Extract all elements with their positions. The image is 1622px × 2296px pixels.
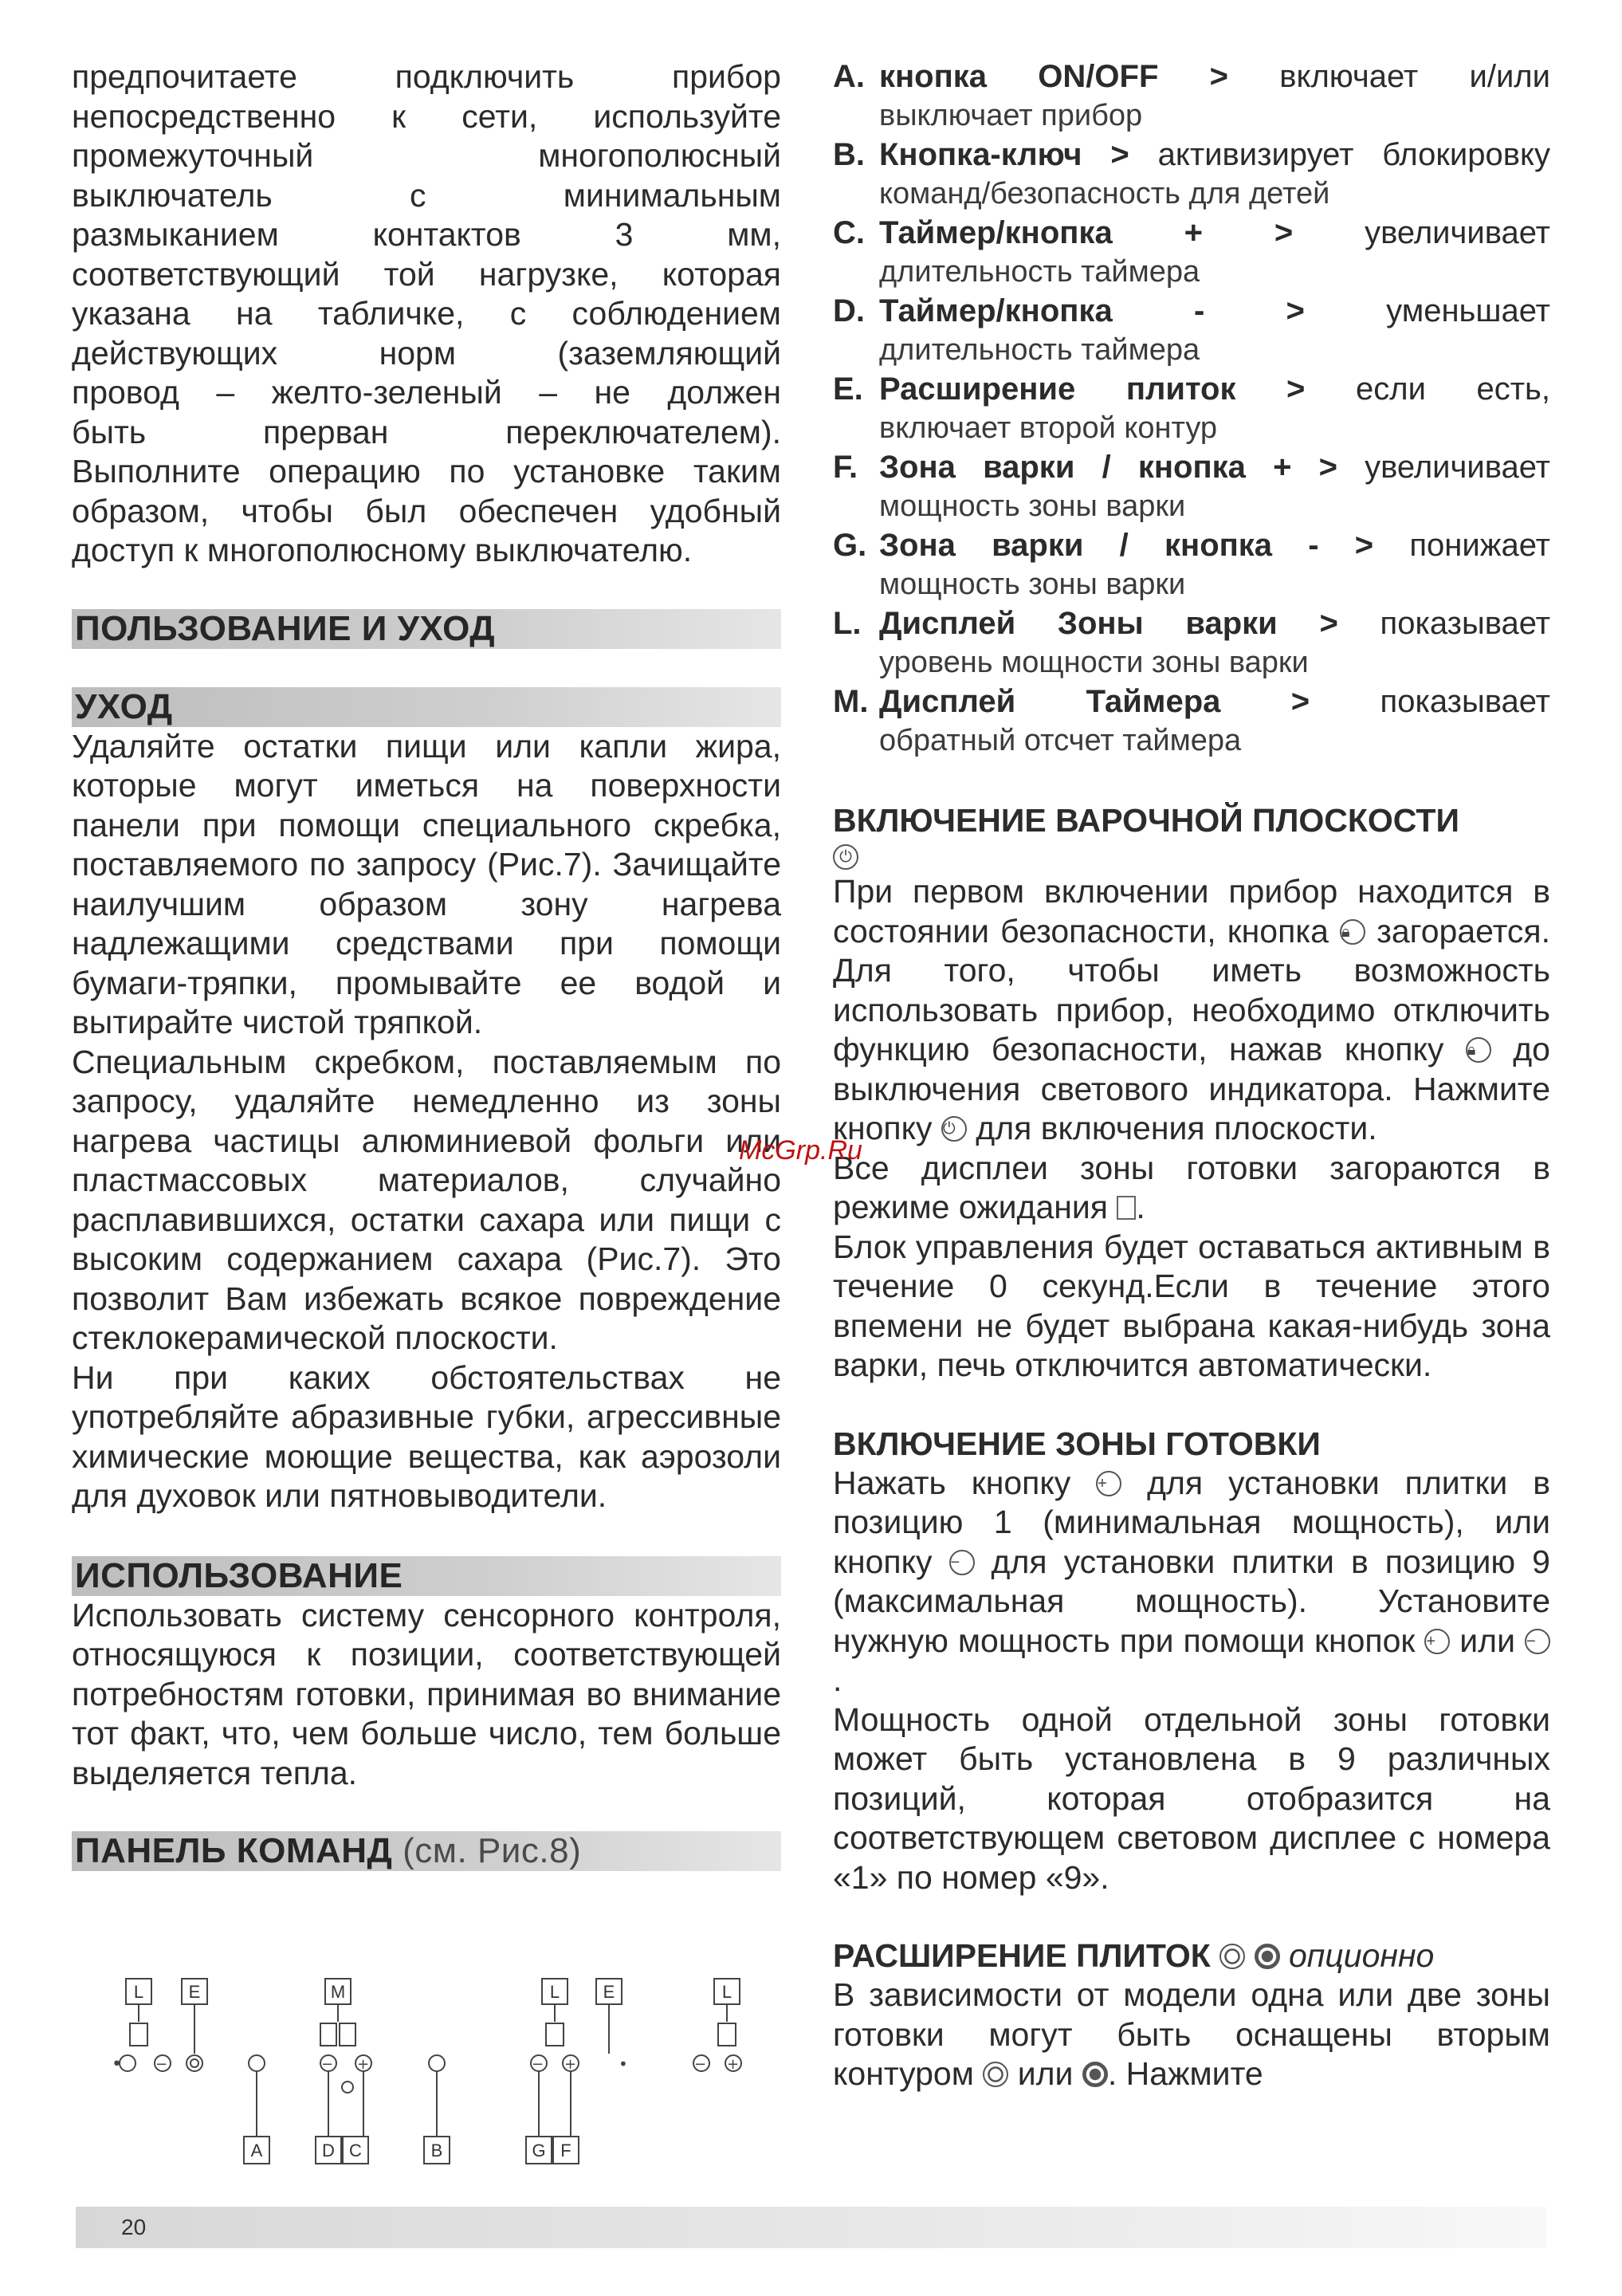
filled-ring-icon [1255, 1944, 1280, 1969]
switch-timeout-paragraph: Блок управления будет оставаться активным в течение 0 секунд.Если в течение этого впемени не будет выбрана какая-нибудь зона варки, печь отключится автоматически. [833, 1228, 1550, 1383]
control-desc: команд/безопасность для детей [879, 177, 1330, 210]
control-item [833, 682, 1550, 761]
controls-list [833, 57, 1550, 761]
intro-line: быть прерван переключателем). [72, 413, 781, 450]
page-footer-bar [76, 2207, 1546, 2248]
control-action: показывает [1380, 684, 1550, 719]
intro-tail: Выполните операцию по установке таким образом, чтобы был обеспечен удобный доступ к многополюсному выключателю. [72, 453, 781, 568]
section-heading-switch-on: ВКЛЮЧЕНИЕ ВАРОЧНОЙ ПЛОСКОСТИ [833, 802, 1459, 839]
control-key: F. [833, 450, 858, 485]
plus-icon: + [1096, 1471, 1121, 1496]
diagram-label: F [560, 2141, 571, 2160]
double-ring-icon [983, 2062, 1008, 2087]
intro-block [72, 57, 781, 452]
control-key: C. [833, 215, 865, 250]
plus-icon: + [1424, 1629, 1450, 1654]
lock-icon: 🔒︎ [1466, 1037, 1491, 1063]
intro-line: соответствующий той нагрузке, которая [72, 255, 781, 293]
control-action: показывает [1380, 606, 1550, 641]
control-key: E. [833, 372, 863, 407]
power-icon: ⏻ [833, 844, 858, 870]
control-item [833, 214, 1550, 292]
control-desc: мощность зоны варки [879, 568, 1186, 601]
control-name: Дисплей Зоны варки > [879, 606, 1338, 641]
section-heading-extension: РАСШИРЕНИЕ ПЛИТОК опционно [833, 1937, 1435, 1974]
control-desc: длительность таймера [879, 255, 1200, 289]
diagram-label: G [532, 2141, 546, 2160]
svg-text:−: − [155, 2056, 168, 2073]
svg-text:•: • [619, 2054, 628, 2074]
svg-text:+: + [564, 2056, 577, 2073]
section-heading-panel [72, 1831, 781, 1871]
control-action: увеличивает [1365, 215, 1550, 250]
control-key: G. [833, 528, 867, 563]
care-paragraph: Ни при каких обстоятельствах не употребляйте абразивные губки, агрессивные химические моющие вещества, как аэрозоли для духовок или пятновыводители. [72, 1358, 781, 1514]
control-name: Таймер/кнопка - > [879, 293, 1305, 328]
control-name: кнопка ON/OFF > [879, 59, 1228, 94]
filled-ring-icon [1082, 2062, 1108, 2087]
intro-line: промежуточный многополюсный [72, 137, 781, 174]
care-paragraph: Специальным скребком, поставляемым по запросу, удаляйте немедленно из зоны нагрева частицы алюминиевой фольги или пластмассовых материалов, случайно расплавившихся, остатки сахара или пищи с высоким содержанием сахара (Рис.7). Это позволит Вам избежать всякое повреждение стеклокерамической плоскости. [72, 1043, 781, 1356]
diagram-label: L [549, 1982, 560, 2002]
intro-line: предпочитаете подключить прибор [72, 58, 781, 95]
intro-line: выключатель с минимальным [72, 176, 781, 214]
control-key: D. [833, 293, 865, 328]
control-name: Зона варки / кнопка + > [879, 450, 1337, 485]
diagram-label: M [330, 1982, 346, 2002]
zone-power-paragraph: Мощность одной отдельной зоны готовки может быть установлена в 9 различных позиций, которая отобразится на соответствующем световом дисплее с номера «1» по номер «9». [833, 1700, 1550, 1896]
control-desc: обратный отсчет таймера [879, 724, 1242, 757]
right-column [833, 57, 1550, 2094]
control-action: включает и/или [1279, 59, 1550, 94]
control-item [833, 448, 1550, 526]
control-name: Зона варки / кнопка - > [879, 528, 1374, 563]
diagram-label: E [603, 1982, 615, 2002]
control-action: если есть, [1355, 372, 1550, 407]
control-key: A. [833, 59, 865, 94]
intro-line: провод – желто-зеленый – не должен [72, 374, 781, 411]
svg-text:+: + [357, 2056, 370, 2073]
diagram-label: E [188, 1982, 201, 2002]
svg-text:−: − [532, 2056, 544, 2073]
control-desc: уровень мощности зоны варки [879, 646, 1309, 679]
watermark: McGrp.Ru [739, 1135, 862, 1166]
optional-label: опционно [1288, 1937, 1435, 1974]
control-action: понижает [1409, 528, 1550, 563]
section-heading-care: УХОД [72, 687, 781, 727]
svg-text:•: • [112, 2054, 122, 2074]
usage-paragraph: Использовать систему сенсорного контроля, относящуюся к позиции, соответствующей потребностям готовки, принимая во внимание тот факт, что, чем больше число, тем больше выделяется тепла. [72, 1596, 781, 1791]
control-action: уменьшает [1386, 293, 1550, 328]
zone-paragraph: Нажать кнопку + для установки плитки в позицию 1 (минимальная мощность), или кнопку − для установки плитки в позицию 9 (максимальная мощность). Установите нужную мощность при помощи кнопок + или −. [833, 1464, 1550, 1698]
section-heading-usage: ИСПОЛЬЗОВАНИЕ [72, 1556, 781, 1596]
panel-heading-title: ПАНЕЛЬ КОМАНД [75, 1831, 393, 1870]
control-item [833, 57, 1550, 136]
section-heading-use-care: ПОЛЬЗОВАНИЕ И УХОД [72, 609, 781, 649]
control-desc: мощность зоны варки [879, 489, 1186, 523]
section-heading-zone: ВКЛЮЧЕНИЕ ЗОНЫ ГОТОВКИ [833, 1425, 1321, 1462]
power-icon-line [833, 840, 1550, 872]
control-item [833, 370, 1550, 448]
intro-line: размыканием контактов 3 мм, [72, 216, 781, 253]
control-key: B. [833, 137, 865, 172]
control-item [833, 136, 1550, 214]
control-desc: выключает прибор [879, 99, 1143, 132]
double-ring-icon [1219, 1944, 1245, 1969]
control-name: Таймер/кнопка + > [879, 215, 1294, 250]
control-action: активизирует блокировку [1157, 137, 1550, 172]
control-key: L. [833, 606, 862, 641]
page-number: 20 [121, 2215, 147, 2239]
diagram-label: A [250, 2141, 263, 2160]
power-icon: ⏻ [941, 1116, 967, 1142]
diagram-label: L [133, 1982, 144, 2002]
control-desc: длительность таймера [879, 333, 1200, 367]
intro-line: действующих норм (заземляющий [72, 334, 781, 372]
care-paragraph: Удаляйте остатки пищи или капли жира, которые могут иметься на поверхности панели при помощи специального скребка, поставляемого по запросу (Рис.7). Зачищайте наилучшим образом зону нагрева надлежащими средствами при помощи бумаги-тряпки, промывайте ее водой и вытирайте чистой тряпкой. [72, 727, 781, 1040]
diagram-label: B [430, 2141, 443, 2160]
minus-icon: − [1525, 1629, 1550, 1654]
svg-text:−: − [321, 2056, 334, 2073]
control-item [833, 292, 1550, 370]
control-name: Дисплей Таймера > [879, 684, 1310, 719]
left-column [72, 57, 781, 1871]
minus-icon: − [949, 1550, 975, 1575]
intro-line: указана на табличке, с соблюдением [72, 295, 781, 332]
diagram-label: C [349, 2141, 362, 2160]
lock-icon: 🔒︎ [1340, 919, 1365, 945]
switch-paragraph: При первом включении прибор находится в состоянии безопасности, кнопка 🔒︎ загорается. Для того, чтобы иметь возможность использовать прибор, необходимо отключить функцию безопасности, нажав кнопку 🔒︎ до выключения светового индикатора. Нажмите кнопку ⏻ для включения плоскости. [833, 873, 1550, 1146]
control-key: M. [833, 684, 869, 719]
diagram-label: L [721, 1982, 732, 2002]
control-action: увеличивает [1365, 450, 1550, 485]
intro-line: непосредственно к сети, используйте [72, 97, 781, 135]
svg-text:−: − [694, 2056, 707, 2073]
standby-display-icon [1117, 1196, 1136, 1220]
diagram-label: D [322, 2141, 335, 2160]
svg-text:+: + [727, 2056, 740, 2073]
extension-paragraph: В зависимости от модели одна или две зоны готовки могут быть оснащены вторым контуром или . Нажмите [833, 1976, 1550, 2092]
control-name: Расширение плиток > [879, 372, 1306, 407]
switch-standby-paragraph: Все дисплеи зоны готовки загораются в режиме ожидания . [833, 1149, 1550, 1225]
control-item [833, 526, 1550, 604]
panel-heading-ref: (см. Рис.8) [403, 1831, 582, 1870]
control-desc: включает второй контур [879, 411, 1218, 445]
control-panel-diagram [72, 1977, 789, 2184]
control-item [833, 604, 1550, 682]
control-name: Кнопка-ключ > [879, 137, 1129, 172]
